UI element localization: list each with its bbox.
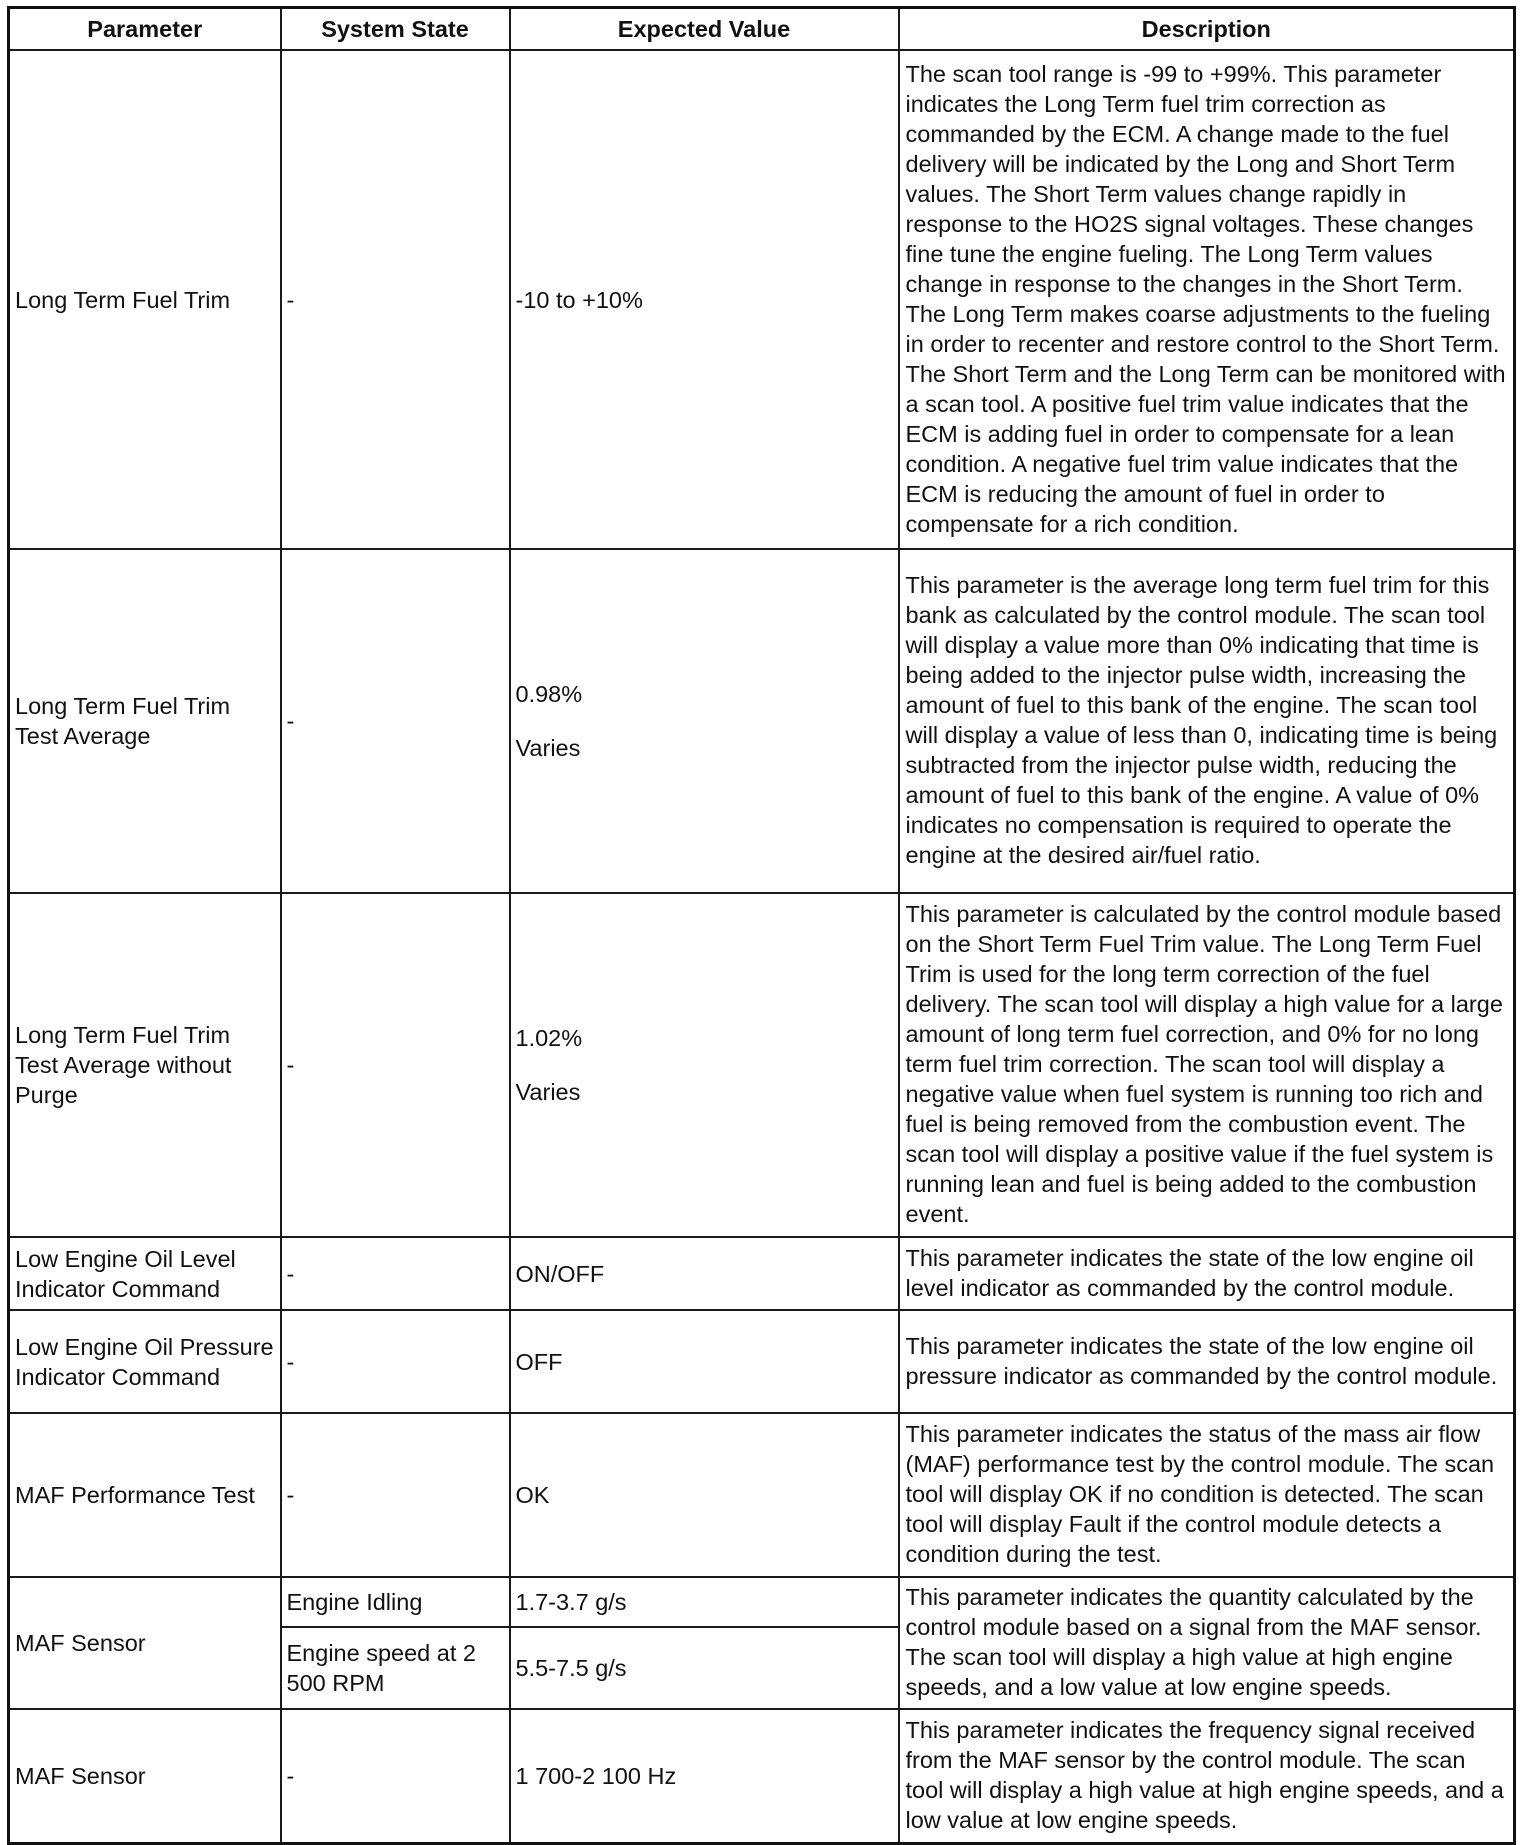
description-cell: This parameter indicates the quantity calculated by the control module based on a signal from the MAF sensor. The scan tool will display a high value at high engine speeds, and a low value at low engine speeds.	[899, 1577, 1515, 1709]
parameter-cell: MAF Sensor	[9, 1577, 281, 1709]
description-cell: This parameter is the average long term fuel trim for this bank as calculated by the control module. The scan tool will display a value more than 0% indicating that time is being added to the injector pulse width, increasing the amount of fuel to this bank of the engine. The scan tool will display a value of less than 0, indicating time is being subtracted from the injector pulse width, reducing the amount of fuel to this bank of the engine. A value of 0% indicates no compensation is required to operate the engine at the desired air/fuel ratio.	[899, 549, 1515, 893]
description-cell: This parameter is calculated by the control module based on the Short Term Fuel Trim value. The Long Term Fuel Trim is used for the long term correction of the fuel delivery. The scan tool will display a high value for a large amount of long term fuel correction, and 0% for no long term fuel trim correction. The scan tool will display a negative value when fuel system is running too rich and fuel is being removed from the combustion event. The scan tool will display a positive value if the fuel system is running lean and fuel is being added to the combustion event.	[899, 893, 1515, 1237]
parameter-cell: Low Engine Oil Pressure Indicator Command	[9, 1310, 281, 1413]
expected-value-cell: 5.5-7.5 g/s	[510, 1627, 899, 1709]
expected-value-cell	[510, 549, 899, 893]
table-row	[9, 549, 1515, 893]
description-cell: This parameter indicates the state of the low engine oil level indicator as commanded by the control module.	[899, 1237, 1515, 1310]
system-state-cell: -	[281, 1709, 510, 1843]
system-state-cell: -	[281, 893, 510, 1237]
expected-value-primary: 0.98%	[515, 681, 583, 707]
expected-value-cell: -10 to +10%	[510, 50, 899, 549]
description-cell: This parameter indicates the state of the low engine oil pressure indicator as commanded by the control module.	[899, 1310, 1515, 1413]
system-state-cell: -	[281, 1310, 510, 1413]
expected-value-cell: ON/OFF	[510, 1237, 899, 1310]
system-state-cell: Engine speed at 2 500 RPM	[281, 1627, 510, 1709]
description-cell: This parameter indicates the frequency signal received from the MAF sensor by the control module. The scan tool will display a high value at high engine speeds, and a low value at low engine speeds.	[899, 1709, 1515, 1843]
description-cell: This parameter indicates the status of the mass air flow (MAF) performance test by the control module. The scan tool will display OK if no condition is detected. The scan tool will display Fault if the control module detects a condition during the test.	[899, 1413, 1515, 1577]
expected-value-cell: 1 700-2 100 Hz	[510, 1709, 899, 1843]
expected-value-cell: OK	[510, 1413, 899, 1577]
expected-value-cell: OFF	[510, 1310, 899, 1413]
parameter-table	[7, 6, 1516, 1845]
parameter-cell: Low Engine Oil Level Indicator Command	[9, 1237, 281, 1310]
table-row	[9, 893, 1515, 1237]
header-expected-value: Expected Value	[510, 8, 899, 51]
system-state-cell: -	[281, 50, 510, 549]
expected-value-primary: 1.02%	[515, 1025, 583, 1051]
description-cell: The scan tool range is -99 to +99%. This parameter indicates the Long Term fuel trim correction as commanded by the ECM. A change made to the fuel delivery will be indicated by the Long and Short Term values. The Short Term values change rapidly in response to the HO2S signal voltages. These changes fine tune the engine fueling. The Long Term values change in response to the changes in the Short Term. The Long Term makes coarse adjustments to the fueling in order to recenter and restore control to the Short Term. The Short Term and the Long Term can be monitored with a scan tool. A positive fuel trim value indicates that the ECM is adding fuel in order to compensate for a lean condition. A negative fuel trim value indicates that the ECM is reducing the amount of fuel in order to compensate for a rich condition.	[899, 50, 1515, 549]
expected-value-secondary: Varies	[515, 735, 581, 761]
table-row	[9, 1709, 1515, 1843]
parameter-cell: Long Term Fuel Trim Test Average without Purge	[9, 893, 281, 1237]
header-row	[9, 8, 1515, 51]
expected-value-secondary: Varies	[515, 1079, 581, 1105]
header-system-state: System State	[281, 8, 510, 51]
expected-value-cell: 1.7-3.7 g/s	[510, 1577, 899, 1627]
table-row	[9, 50, 1515, 549]
system-state-cell: Engine Idling	[281, 1577, 510, 1627]
table-row	[9, 1413, 1515, 1577]
parameter-cell: MAF Performance Test	[9, 1413, 281, 1577]
parameter-cell: Long Term Fuel Trim Test Average	[9, 549, 281, 893]
parameter-cell: MAF Sensor	[9, 1709, 281, 1843]
table-row	[9, 1237, 1515, 1310]
system-state-cell: -	[281, 549, 510, 893]
expected-value-cell	[510, 893, 899, 1237]
parameter-cell: Long Term Fuel Trim	[9, 50, 281, 549]
header-description: Description	[899, 8, 1515, 51]
system-state-cell: -	[281, 1237, 510, 1310]
table-row	[9, 1577, 1515, 1627]
table-row	[9, 1310, 1515, 1413]
system-state-cell: -	[281, 1413, 510, 1577]
header-parameter: Parameter	[9, 8, 281, 51]
